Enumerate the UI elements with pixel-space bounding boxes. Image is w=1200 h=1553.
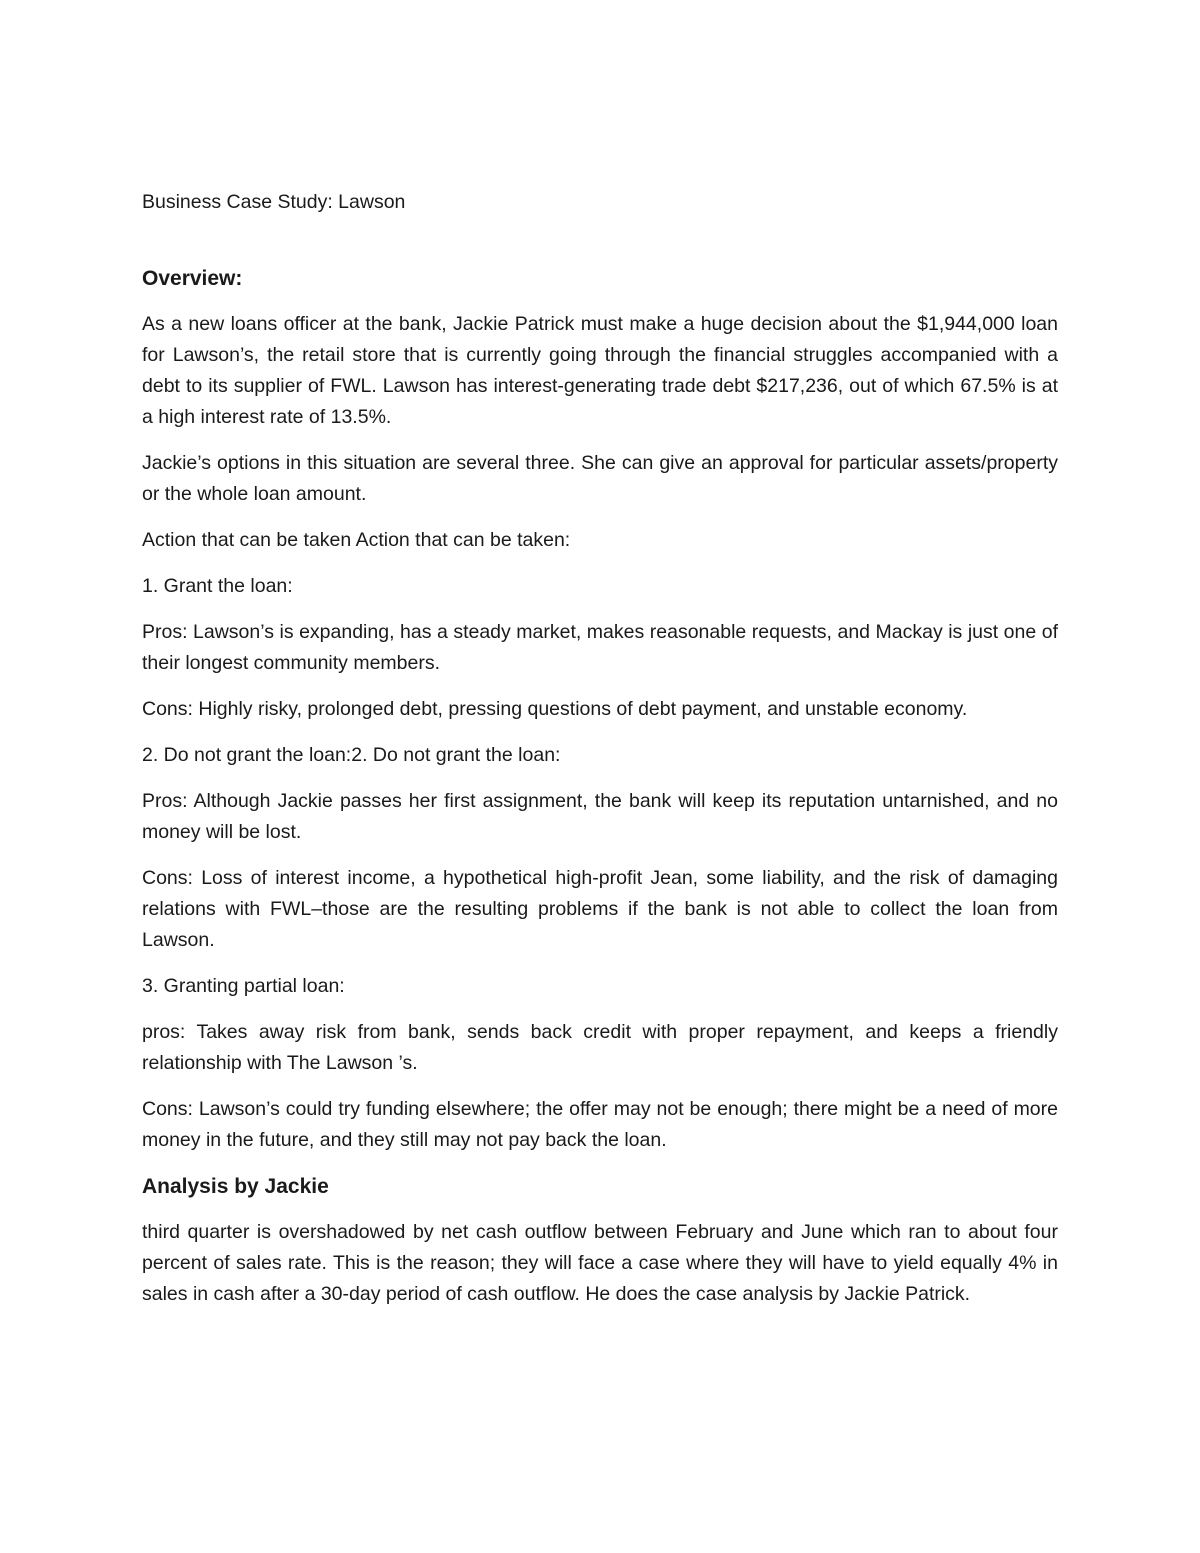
document-body — [142, 187, 1058, 1325]
overview-paragraph-intro: As a new loans officer at the bank, Jackie Patrick must make a huge decision about the $1,944,000 loan for Lawson’s, the retail store that is currently going through the financial struggles accompanied with a debt to its supplier of FWL. Lawson has interest-generating trade debt $217,236, out of which 67.5% is at a high interest rate of 13.5%. — [142, 313, 1058, 428]
overview-paragraph-options: Jackie’s options in this situation are several three. She can give an approval for particular assets/property or the whole loan amount. — [142, 452, 1058, 505]
option-2-cons: Cons: Loss of interest income, a hypothetical high-profit Jean, some liability, and the risk of damaging relations with FWL–those are the resulting problems if the bank is not able to collect the loan from Lawson. — [142, 867, 1058, 951]
option-3-heading: 3. Granting partial loan: — [142, 975, 345, 997]
option-2-pros: Pros: Although Jackie passes her first assignment, the bank will keep its reputation untarnished, and no money will be lost. — [142, 790, 1058, 843]
document-title: Business Case Study: Lawson — [142, 191, 406, 213]
option-1-cons: Cons: Highly risky, prolonged debt, pressing questions of debt payment, and unstable economy. — [142, 698, 968, 720]
option-3-pros: pros: Takes away risk from bank, sends back credit with proper repayment, and keeps a friendly relationship with The Lawson ’s. — [142, 1021, 1058, 1074]
analysis-paragraph: third quarter is overshadowed by net cash outflow between February and June which ran to about four percent of sales rate. This is the reason; they will face a case where they will have to yield equally 4% in sales in cash after a 30-day period of cash outflow. He does the case analysis by Jackie Patrick. — [142, 1221, 1058, 1305]
analysis-heading: Analysis by Jackie — [142, 1175, 329, 1198]
overview-heading: Overview: — [142, 267, 243, 290]
option-2-heading: 2. Do not grant the loan:2. Do not grant the loan: — [142, 744, 561, 766]
option-1-pros: Pros: Lawson’s is expanding, has a steady market, makes reasonable requests, and Mackay is just one of their longest community members. — [142, 621, 1058, 674]
option-1-heading: 1. Grant the loan: — [142, 575, 293, 597]
actions-intro: Action that can be taken Action that can be taken: — [142, 529, 571, 551]
option-3-cons: Cons: Lawson’s could try funding elsewhere; the offer may not be enough; there might be a need of more money in the future, and they still may not pay back the loan. — [142, 1098, 1058, 1151]
